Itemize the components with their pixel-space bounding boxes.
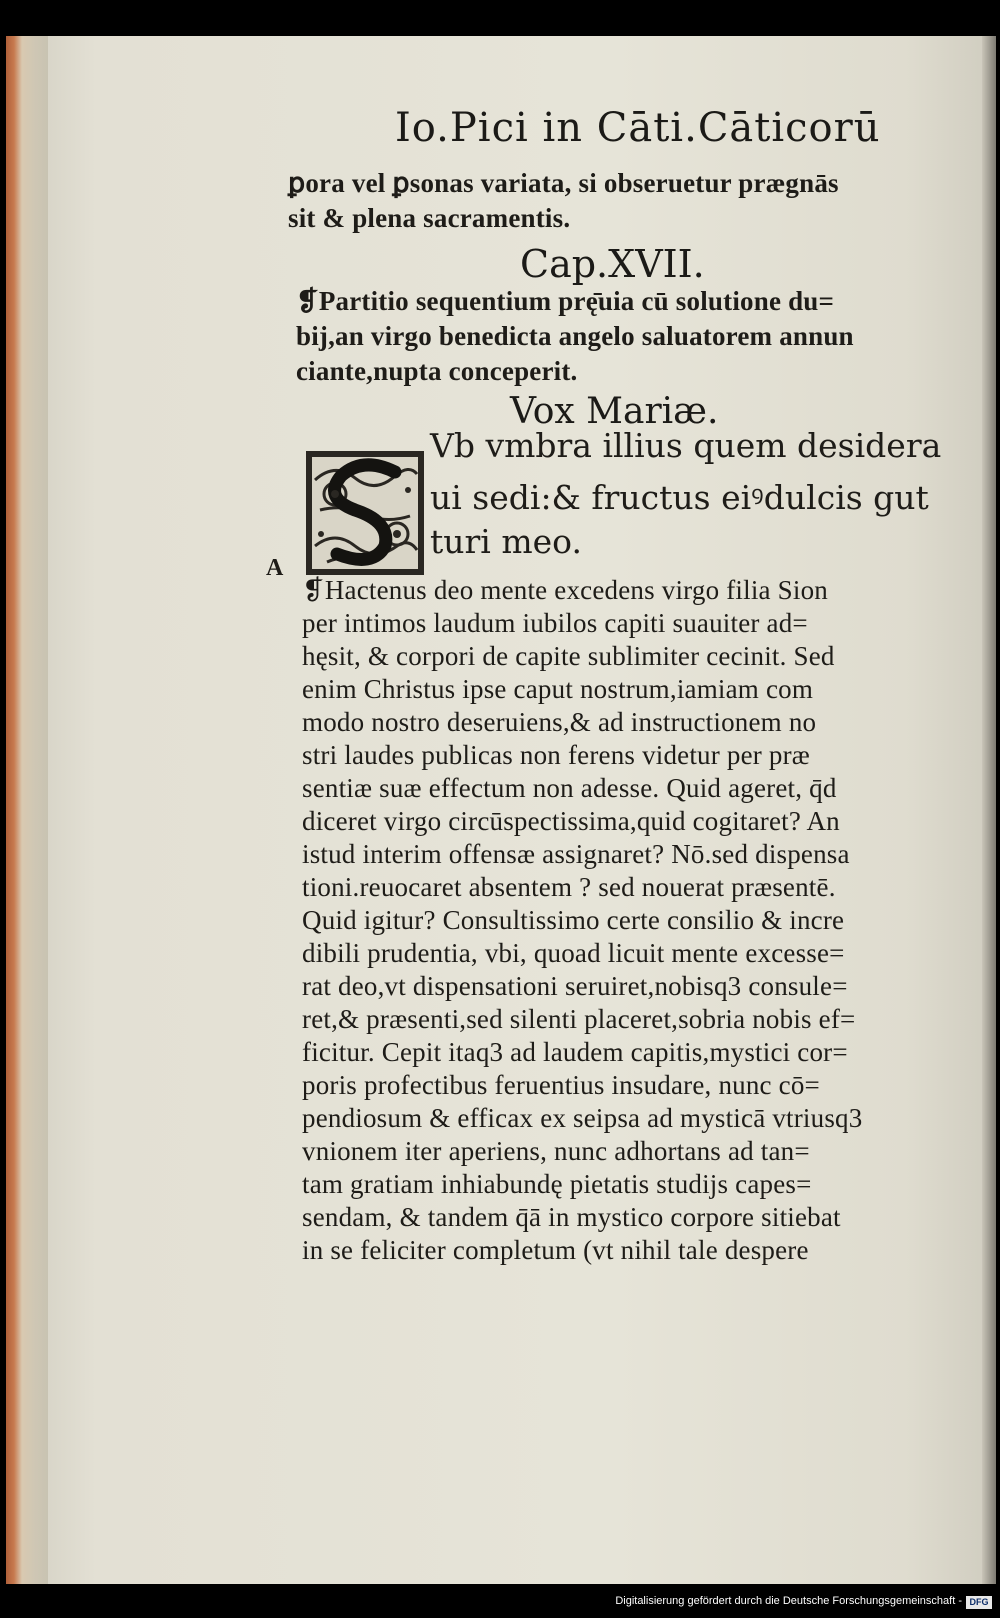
body-line-10: tioni.reuocaret absentem ? sed nouerat præsentē. [302,872,836,902]
verse-line-1: Vb vmbra illius quem desidera [430,426,942,465]
verse-line-3: turi meo. [430,522,582,561]
body-line-5: modo nostro deseruiens,& ad instructionem no [302,707,817,737]
body-line-17: pendiosum & efficax ex seipsa ad mysticā vtriusq3 [302,1103,863,1133]
opening-line-2: sit & plena sacramentis. [288,203,571,233]
summary-line-3: ciante,nupta conceperit. [296,356,578,386]
footer-credit: Digitalisierung gefördert durch die Deutsche Forschungsgemeinschaft - [615,1595,962,1607]
body-line-6: stri laudes publicas non ferens videtur per præ [302,740,811,770]
body-line-13: rat deo,vt dispensationi seruiret,nobisq3 consule= [302,971,848,1001]
body-line-11: Quid igitur? Consultissimo certe consilio & incre [302,905,845,935]
chapter-heading: Cap.XVII. [520,242,705,286]
body-line-18: vnionem iter aperiens, nunc adhortans ad tan= [302,1136,810,1166]
body-line-16: poris profectibus feruentius insudare, nunc cō= [302,1070,820,1100]
body-line-8: diceret virgo circūspectissima,quid cogitaret? An [302,806,840,836]
section-heading: Vox Mariæ. [510,391,719,432]
body-line-4: enim Christus ipse caput nostrum,iamiam com [302,674,814,704]
body-line-12: dibili prudentia, vbi, quoad licuit mente excesse= [302,938,845,968]
dfg-logo: DFG [966,1596,992,1609]
body-line-19: tam gratiam inhiabundę pietatis studijs capes= [302,1169,812,1199]
body-line-3: hęsit, & corpori de capite sublimiter cecinit. Sed [302,641,835,671]
decorated-initial-s-icon [305,450,425,576]
page-gutter-shadow [982,36,996,1584]
body-line-21: in se feliciter completum (vt nihil tale despere [302,1235,809,1265]
body-line-15: ficitur. Cepit itaq3 ad laudem capitis,mystici cor= [302,1037,848,1067]
body-line-1: ❡Hactenus deo mente excedens virgo filia Sion [302,575,828,605]
summary-line-1: ❡Partitio sequentium prę̄uia cū solutione du= [296,286,835,316]
opening-line-1: ꝑora vel ꝑsonas variata, si obseruetur prægnās [288,168,839,198]
body-line-2: per intimos laudum iubilos capiti suauiter ad= [302,608,808,638]
body-line-20: sendam, & tandem q̄ā in mystico corpore sitiebat [302,1202,841,1232]
verse-line-2: ui sedi:& fructus eiꝰdulcis gut [430,478,929,517]
body-line-7: sentiæ suæ effectum non adesse. Quid ageret, q̄d [302,773,837,803]
running-title: Io.Pici in Cāti.Cāticorū [395,105,881,151]
body-line-14: ret,& præsenti,sed silenti placeret,sobria nobis ef= [302,1004,856,1034]
summary-line-2: bij,an virgo benedicta angelo saluatorem annun [296,321,854,351]
marginal-letter: A [266,555,284,581]
body-line-9: istud interim offensæ assignaret? Nō.sed dispensa [302,839,850,869]
page-fore-edge [6,36,48,1584]
